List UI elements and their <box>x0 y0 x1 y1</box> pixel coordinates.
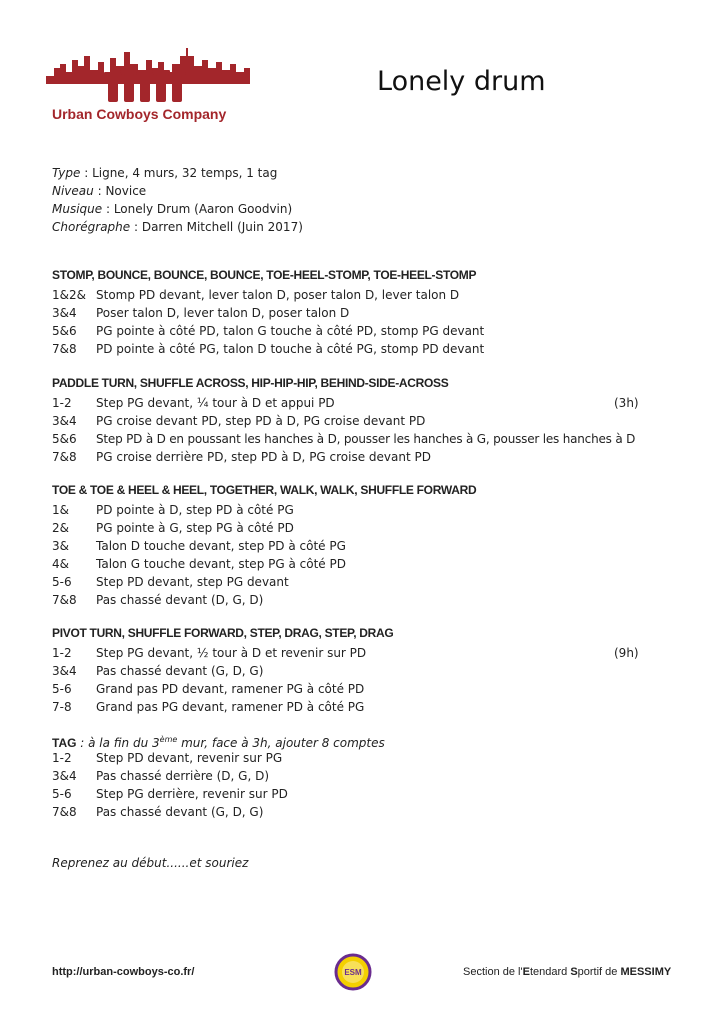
esm-logo <box>334 953 372 991</box>
step-row: 1-2 Step PD devant, revenir sur PG <box>52 751 283 765</box>
step-row: 4& Talon G touche devant, step PG à côté PD <box>52 557 346 571</box>
section-4 <box>52 624 652 716</box>
step-row: 1-2 Step PG devant, ¼ tour à D et appui PD (3h) <box>52 396 639 410</box>
section-title: STOMP, BOUNCE, BOUNCE, BOUNCE, TOE-HEEL-STOMP, TOE-HEEL-STOMP <box>52 268 477 282</box>
step-row: 1-2 Step PG devant, ½ tour à D et revenir sur PD (9h) <box>52 646 639 660</box>
info-choreographer: Chorégraphe : Darren Mitchell (Juin 2017) <box>52 220 303 234</box>
step-row: 7-8 Grand pas PG devant, ramener PD à côté PG <box>52 700 365 714</box>
tag-title: TAG : à la fin du 3ème mur, face à 3h, ajouter 8 comptes <box>52 735 385 750</box>
step-row: 3&4 Pas chassé devant (G, D, G) <box>52 664 264 678</box>
step-row: 3&4 Pas chassé derrière (D, G, D) <box>52 769 270 783</box>
step-row: 5-6 Grand pas PD devant, ramener PG à côté PD <box>52 682 365 696</box>
section-title: PIVOT TURN, SHUFFLE FORWARD, STEP, DRAG, STEP, DRAG <box>52 626 394 640</box>
step-row: 5&6 PG pointe à côté PD, talon G touche à côté PD, stomp PG devant <box>52 324 485 338</box>
info-music: Musique : Lonely Drum (Aaron Goodvin) <box>52 202 293 216</box>
section-1 <box>52 266 652 358</box>
step-row: 5&6 Step PD à D en poussant les hanches à D, pousser les hanches à G, pousser les hanches à D <box>52 432 636 446</box>
footer-url-link[interactable]: http://urban-cowboys-co.fr/ <box>52 966 195 978</box>
page-title: Lonely drum <box>377 66 546 97</box>
section-2 <box>52 374 652 466</box>
orientation: (3h) <box>614 396 639 410</box>
orientation: (9h) <box>614 646 639 660</box>
step-row: 7&8 PD pointe à côté PG, talon D touche à côté PG, stomp PD devant <box>52 342 485 356</box>
step-row: 3&4 Poser talon D, lever talon D, poser talon D <box>52 306 350 320</box>
step-row: 7&8 Pas chassé devant (D, G, D) <box>52 593 264 607</box>
company-name: Urban Cowboys Company <box>52 106 227 122</box>
step-row: 5-6 Step PD devant, step PG devant <box>52 575 289 589</box>
footer-section-text: Section de l'Etendard Sportif de MESSIMY <box>463 966 672 978</box>
step-row: 5-6 Step PG derrière, revenir sur PD <box>52 787 288 801</box>
section-title: TOE & TOE & HEEL & HEEL, TOGETHER, WALK, WALK, SHUFFLE FORWARD <box>52 483 477 497</box>
info-type: Type : Ligne, 4 murs, 32 temps, 1 tag <box>52 166 278 180</box>
tag-section <box>52 731 652 821</box>
step-row: 7&8 Pas chassé devant (G, D, G) <box>52 805 264 819</box>
step-row: 1& PD pointe à D, step PD à côté PG <box>52 503 294 517</box>
section-3 <box>52 481 652 609</box>
step-row: 2& PG pointe à G, step PG à côté PD <box>52 521 294 535</box>
step-row: 7&8 PG croise derrière PD, step PD à D, PG croise devant PD <box>52 450 431 464</box>
dance-info <box>52 164 303 236</box>
section-title: PADDLE TURN, SHUFFLE ACROSS, HIP-HIP-HIP, BEHIND-SIDE-ACROSS <box>52 376 449 390</box>
info-level: Niveau : Novice <box>52 184 147 198</box>
step-row: 1&2& Stomp PD devant, lever talon D, poser talon D, lever talon D <box>52 288 460 302</box>
closing-line: Reprenez au début......et souriez <box>52 856 249 870</box>
step-row: 3& Talon D touche devant, step PD à côté PG <box>52 539 346 553</box>
svg-text:ESM: ESM <box>344 968 362 977</box>
step-row: 3&4 PG croise devant PD, step PD à D, PG croise devant PD <box>52 414 426 428</box>
